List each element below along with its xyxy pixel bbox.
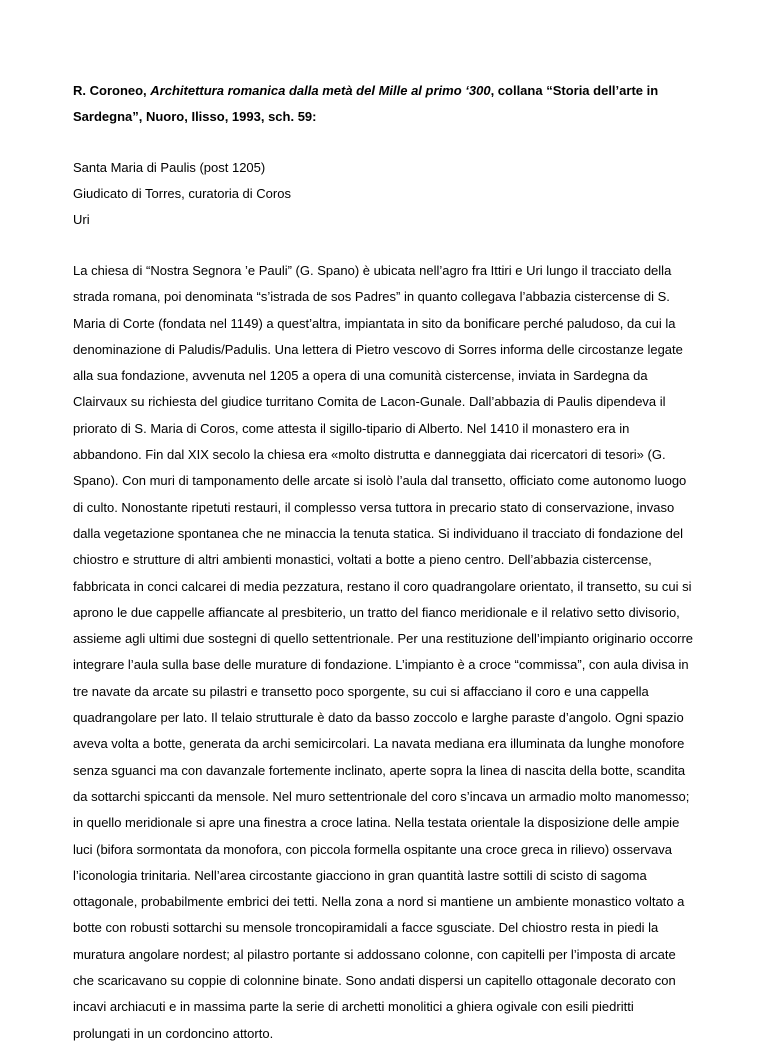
monument-info (73, 155, 693, 233)
monument-location: Uri (73, 212, 90, 227)
document-page (73, 78, 693, 1047)
monument-jurisdiction: Giudicato di Torres, curatoria di Coros (73, 186, 291, 201)
citation-title: Architettura romanica dalla metà del Mille al primo ‘300 (150, 83, 491, 98)
citation-heading (73, 78, 693, 130)
citation-author: R. Coroneo, (73, 83, 151, 98)
citation-details: , collana “Storia dell’arte in Sardegna”, Nuoro, Ilisso, 1993, sch. 59: (73, 83, 659, 124)
description-paragraph: La chiesa di “Nostra Segnora ’e Pauli” (G. Spano) è ubicata nell’agro fra Ittiri e Uri lungo il tracciato della strada romana, poi denominata “s’istrada de sos Padres” in quanto collegava l’abbazia cistercense di S. Maria di Corte (fondata nel 1149) a quest’altra, impiantata in sito da bonificare perché paludoso, da cui la denominazione di Paludis/Padulis. Una lettera di Pietro vescovo di Sorres informa delle circostanze legate alla sua fondazione, avvenuta nel 1205 a opera di una comunità cistercense, inviata in Sardegna da Clairvaux su richiesta del giudice turritano Comita de Lacon-Gunale. Dall’abbazia di Paulis dipendeva il priorato di S. Maria di Coros, come attesta il sigillo-tipario di Alberto. Nel 1410 il monastero era in abbandono. Fin dal XIX secolo la chiesa era «molto distrutta e danneggiata dai ricercatori di tesori» (G. Spano). Con muri di tamponamento delle arcate si isolò l’aula dal transetto, officiato come autonomo luogo di culto. Nonostante ripetuti restauri, il complesso versa tuttora in precario stato di conservazione, invaso dalla vegetazione spontanea che ne minaccia la tenuta statica. Si individuano il tracciato di fondazione del chiostro e strutture di altri ambienti monastici, voltati a botte a pieno centro. Dell’abbazia cistercense, fabbricata in conci calcarei di media pezzatura, restano il coro quadrangolare orientato, il transetto, su cui si aprono le due cappelle affiancate al presbiterio, un tratto del fianco meridionale e il relativo setto divisorio, assieme agli ultimi due sostegni di quello settentrionale. Per una restituzione dell’impianto originario occorre integrare l’aula sulla base delle murature di fondazione. L’impianto è a croce “commissa”, con aula divisa in tre navate da arcate su pilastri e transetto poco sporgente, su cui si affacciano il coro e una cappella quadrangolare per lato. Il telaio strutturale è dato da basso zoccolo e larghe paraste d’angolo. Ogni spazio aveva volta a botte, generata da archi semicircolari. La navata mediana era illuminata da lunghe monofore senza sguanci ma con davanzale fortemente inclinato, aperte sopra la linea di nascita della botte, scandita da sottarchi spiccanti da mensole. Nel muro settentrionale del coro s’incava un armadio molto manomesso; in quello meridionale si apre una finestra a croce latina. Nella testata orientale la disposizione delle ampie luci (bifora sormontata da monofora, con piccola formella ospitante una croce greca in rilievo) osservava l’iconologia trinitaria. Nell’area circostante giacciono in gran quantità lastre sottili di scisto di sagoma ottagonale, probabilmente embrici dei tetti. Nella zona a nord si mantiene un ambiente monastico voltato a botte con robusti sottarchi su mensole troncopiramidali a facce sgusciate. Del chiostro resta in piedi la muratura angolare nordest; al pilastro portante si addossano colonne, con capitelli per l’imposta di arcate che scaricavano su coppie di colonnine binate. Sono andati dispersi un capitello ottagonale decorato con incavi archiacuti e in massima parte la serie di archetti monolitici a ghiera ogivale con esili piedritti prolungati in un cordoncino attorto. (73, 263, 694, 1041)
monument-name: Santa Maria di Paulis (post 1205) (73, 160, 266, 175)
